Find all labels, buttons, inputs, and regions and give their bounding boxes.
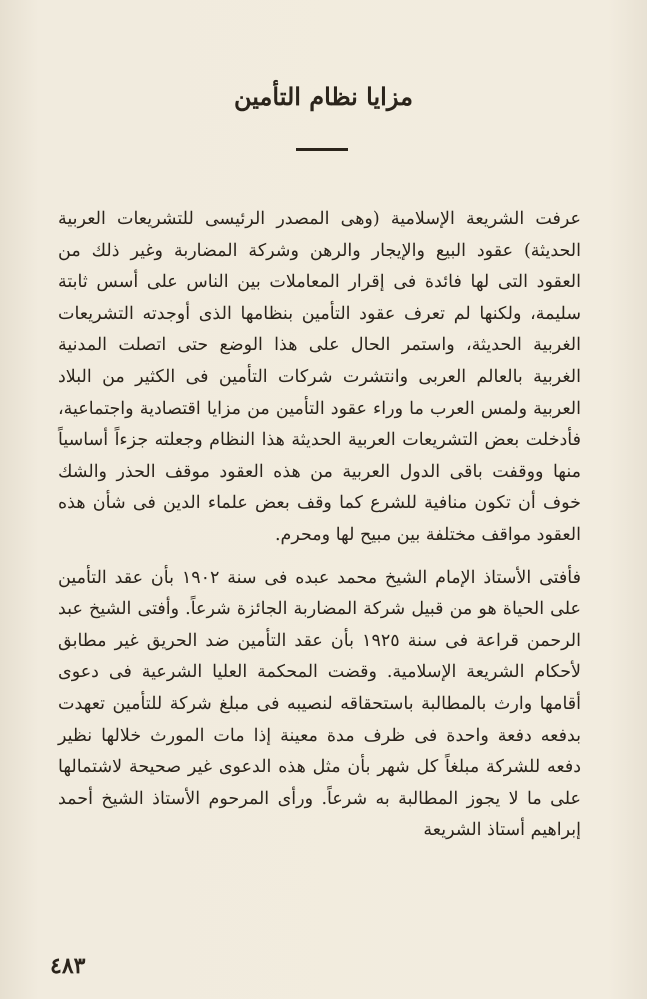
paragraph-1: عرفت الشريعة الإسلامية (وهى المصدر الرئيسى للتشريعات العربية الحديثة) عقود البيع والإيجار والرهن وشركة المضاربة وغير ذلك من العقود التى لها فائدة فى إقرار المعاملات بين الناس على أسس ثابتة سليمة، ولكنها لم تعرف عقود التأمين بنظامها الذى أوجدته التشريعات الغربية الحديثة، واستمر الحال على هذا الوضع حتى اتصلت المدنية الغربية بالعالم العربى وانتشرت شركات التأمين فى الكثير من البلاد العربية ولمس العرب ما وراء عقود التأمين من مزايا اقتصادية واجتماعية، فأدخلت بعض التشريعات العربية الحديثة هذا النظام وجعلته جزءاً أساسياً منها ووقفت باقى الدول العربية من هذه العقود موقف الحذر والشك خوف أن تكون منافية للشرع كما وقف بعض علماء الدين فى شأن هذه العقود مواقف مختلفة بين مبيح لها ومحرم. [58,209,581,545]
paragraph-2: فأفتى الأستاذ الإمام الشيخ محمد عبده فى سنة ١٩٠٢ بأن عقد التأمين على الحياة هو من قبيل شركة المضاربة الجائزة شرعاً. وأفتى الشيخ عبد الرحمن قراعة فى سنة ١٩٢٥ بأن عقد التأمين ضد الحريق غير مطابق لأحكام الشريعة الإسلامية. وقضت المحكمة العليا الشرعية فى دعوى أقامها وارث بالمطالبة باستحقاقه لنصيبه فى مبلغ شركة للتأمين تعهدت بدفعه دفعة واحدة فى ظرف مدة معينة إذا مات المورث خلالها نظير دفعه للشركة مبلغاً كل شهر بأن مثل هذه الدعوى غير صحيحة لاشتمالها على ما لا يجوز المطالبة به شرعاً. ورأى المرحوم الأستاذ الشيخ أحمد إبراهيم أستاذ الشريعة [58,567,582,841]
body-text [58,204,581,847]
page-number: ٤٨٣ [50,953,86,979]
chapter-heading: مزايا نظام التأمين [234,82,413,111]
heading-rule [296,148,348,151]
